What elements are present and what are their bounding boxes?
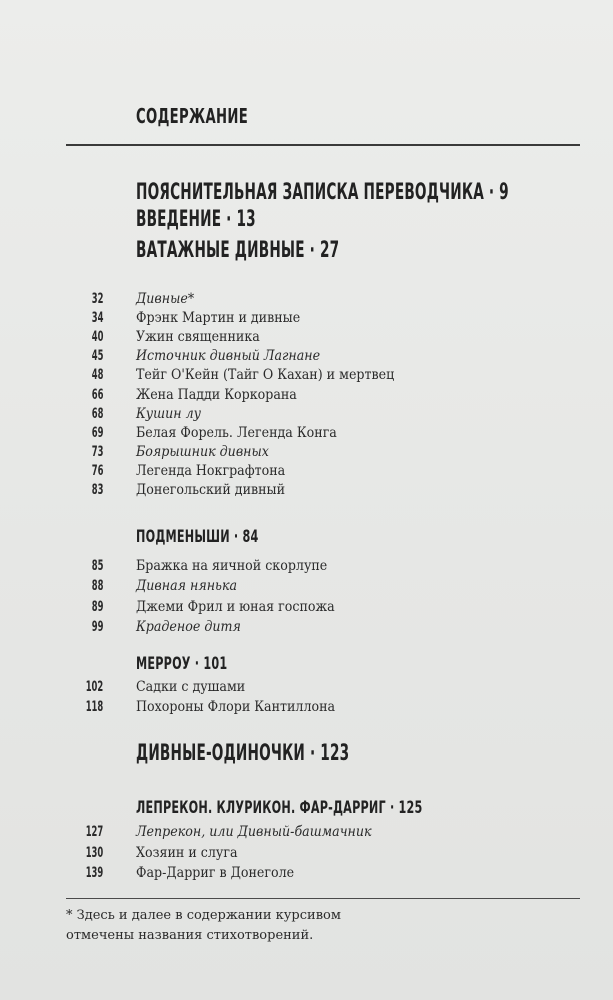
toc-entry-title: Боярышник дивных xyxy=(136,443,269,460)
toc-entry xyxy=(0,824,613,843)
toc-entry xyxy=(0,578,613,597)
toc-page-number: 48 xyxy=(91,367,103,384)
toc-entry xyxy=(0,463,613,482)
toc-entry xyxy=(0,599,613,618)
toc-entry-title: Жена Падди Коркорана xyxy=(136,386,297,403)
toc-entry xyxy=(0,425,613,444)
toc-page-number: 76 xyxy=(91,462,103,479)
toc-entry xyxy=(0,310,613,329)
toc-entry xyxy=(0,679,613,698)
footnote xyxy=(66,906,486,946)
section-changelings: ПОДМЕНЫШИ · 84 xyxy=(136,527,259,547)
toc-page-number: 139 xyxy=(85,865,103,881)
toc-entry-title: Фар-Дарриг в Донеголе xyxy=(136,865,295,881)
toc-entry xyxy=(0,348,613,367)
toc-page-number: 66 xyxy=(91,386,103,403)
toc-entry-title: Краденое дитя xyxy=(136,618,241,635)
footnote-line: * Здесь и далее в содержании курсивом xyxy=(66,908,341,923)
footnote-rule xyxy=(66,898,580,899)
toc-entry-title: Фрэнк Мартин и дивные xyxy=(136,310,301,327)
toc-entry-title: Похороны Флори Кантиллона xyxy=(136,699,336,715)
toc-entry-title: Дивные* xyxy=(136,291,195,307)
toc-entry-title: Ужин священника xyxy=(136,329,260,346)
toc-page-number: 68 xyxy=(91,405,103,422)
toc-entry xyxy=(0,558,613,577)
toc-page-number: 69 xyxy=(91,424,103,441)
toc-entry-title: Тейг О'Кейн (Тайг О Кахан) и мертвец xyxy=(136,367,395,384)
toc-entry-title: Донегольский дивный xyxy=(136,482,286,498)
toc-page-number: 99 xyxy=(91,618,103,635)
toc-entry-title: Джеми Фрил и юная госпожа xyxy=(136,598,335,615)
toc-page-number: 34 xyxy=(91,310,103,327)
toc-entry-title: Легенда Нокграфтона xyxy=(136,462,286,479)
toc-entry xyxy=(0,367,613,386)
toc-entry xyxy=(0,845,613,864)
toc-entry xyxy=(0,387,613,406)
toc-entry xyxy=(0,406,613,425)
section-translator-note: ПОЯСНИТЕЛЬНАЯ ЗАПИСКА ПЕРЕВОДЧИКА · 9 xyxy=(136,180,509,205)
toc-page-number: 73 xyxy=(91,443,103,460)
section-introduction: ВВЕДЕНИЕ · 13 xyxy=(136,207,256,232)
toc-entry-title: Белая Форель. Легенда Конга xyxy=(136,424,337,441)
toc-entry-title: Кушин лу xyxy=(136,405,201,422)
toc-entry-title: Лепрекон, или Дивный-башмачник xyxy=(136,824,372,840)
toc-entry-title: Бражка на яичной скорлупе xyxy=(136,558,328,574)
toc-page-number: 40 xyxy=(91,329,103,346)
toc-page-number: 118 xyxy=(85,699,103,715)
toc-page-number: 85 xyxy=(91,558,103,574)
toc-entry-title: Хозяин и слуга xyxy=(136,844,238,861)
section-leprechaun: ЛЕПРЕКОН. КЛУРИКОН. ФАР-ДАРРИГ · 125 xyxy=(136,798,423,818)
section-solitary-fairies: ДИВНЫЕ-ОДИНОЧКИ · 123 xyxy=(136,741,350,766)
toc-page-number: 88 xyxy=(91,578,103,595)
toc-page-number: 45 xyxy=(91,348,103,365)
section-trooping-fairies: ВАТАЖНЫЕ ДИВНЫЕ · 27 xyxy=(136,238,340,263)
toc-page-number: 130 xyxy=(85,844,103,861)
toc-entry xyxy=(0,482,613,501)
toc-entry-title: Дивная нянька xyxy=(136,578,238,595)
toc-page-number: 102 xyxy=(85,679,103,695)
section-merrow: МЕРРОУ · 101 xyxy=(136,654,228,674)
toc-entry xyxy=(0,291,613,310)
toc-entry-title: Садки с душами xyxy=(136,679,246,695)
toc-page-number: 32 xyxy=(91,291,103,307)
toc-entry-title: Источник дивный Лагнане xyxy=(136,348,321,365)
heading-rule xyxy=(66,144,580,146)
toc-entry xyxy=(0,619,613,638)
toc-entry xyxy=(0,865,613,884)
toc-page-number: 89 xyxy=(91,598,103,615)
toc-page-number: 83 xyxy=(91,482,103,498)
toc-entry xyxy=(0,699,613,718)
contents-heading: СОДЕРЖАНИЕ xyxy=(136,104,249,128)
toc-entry xyxy=(0,444,613,463)
footnote-line: отмечены названия стихотворений. xyxy=(66,928,314,943)
toc-page-number: 127 xyxy=(85,824,103,840)
toc-entry xyxy=(0,329,613,348)
